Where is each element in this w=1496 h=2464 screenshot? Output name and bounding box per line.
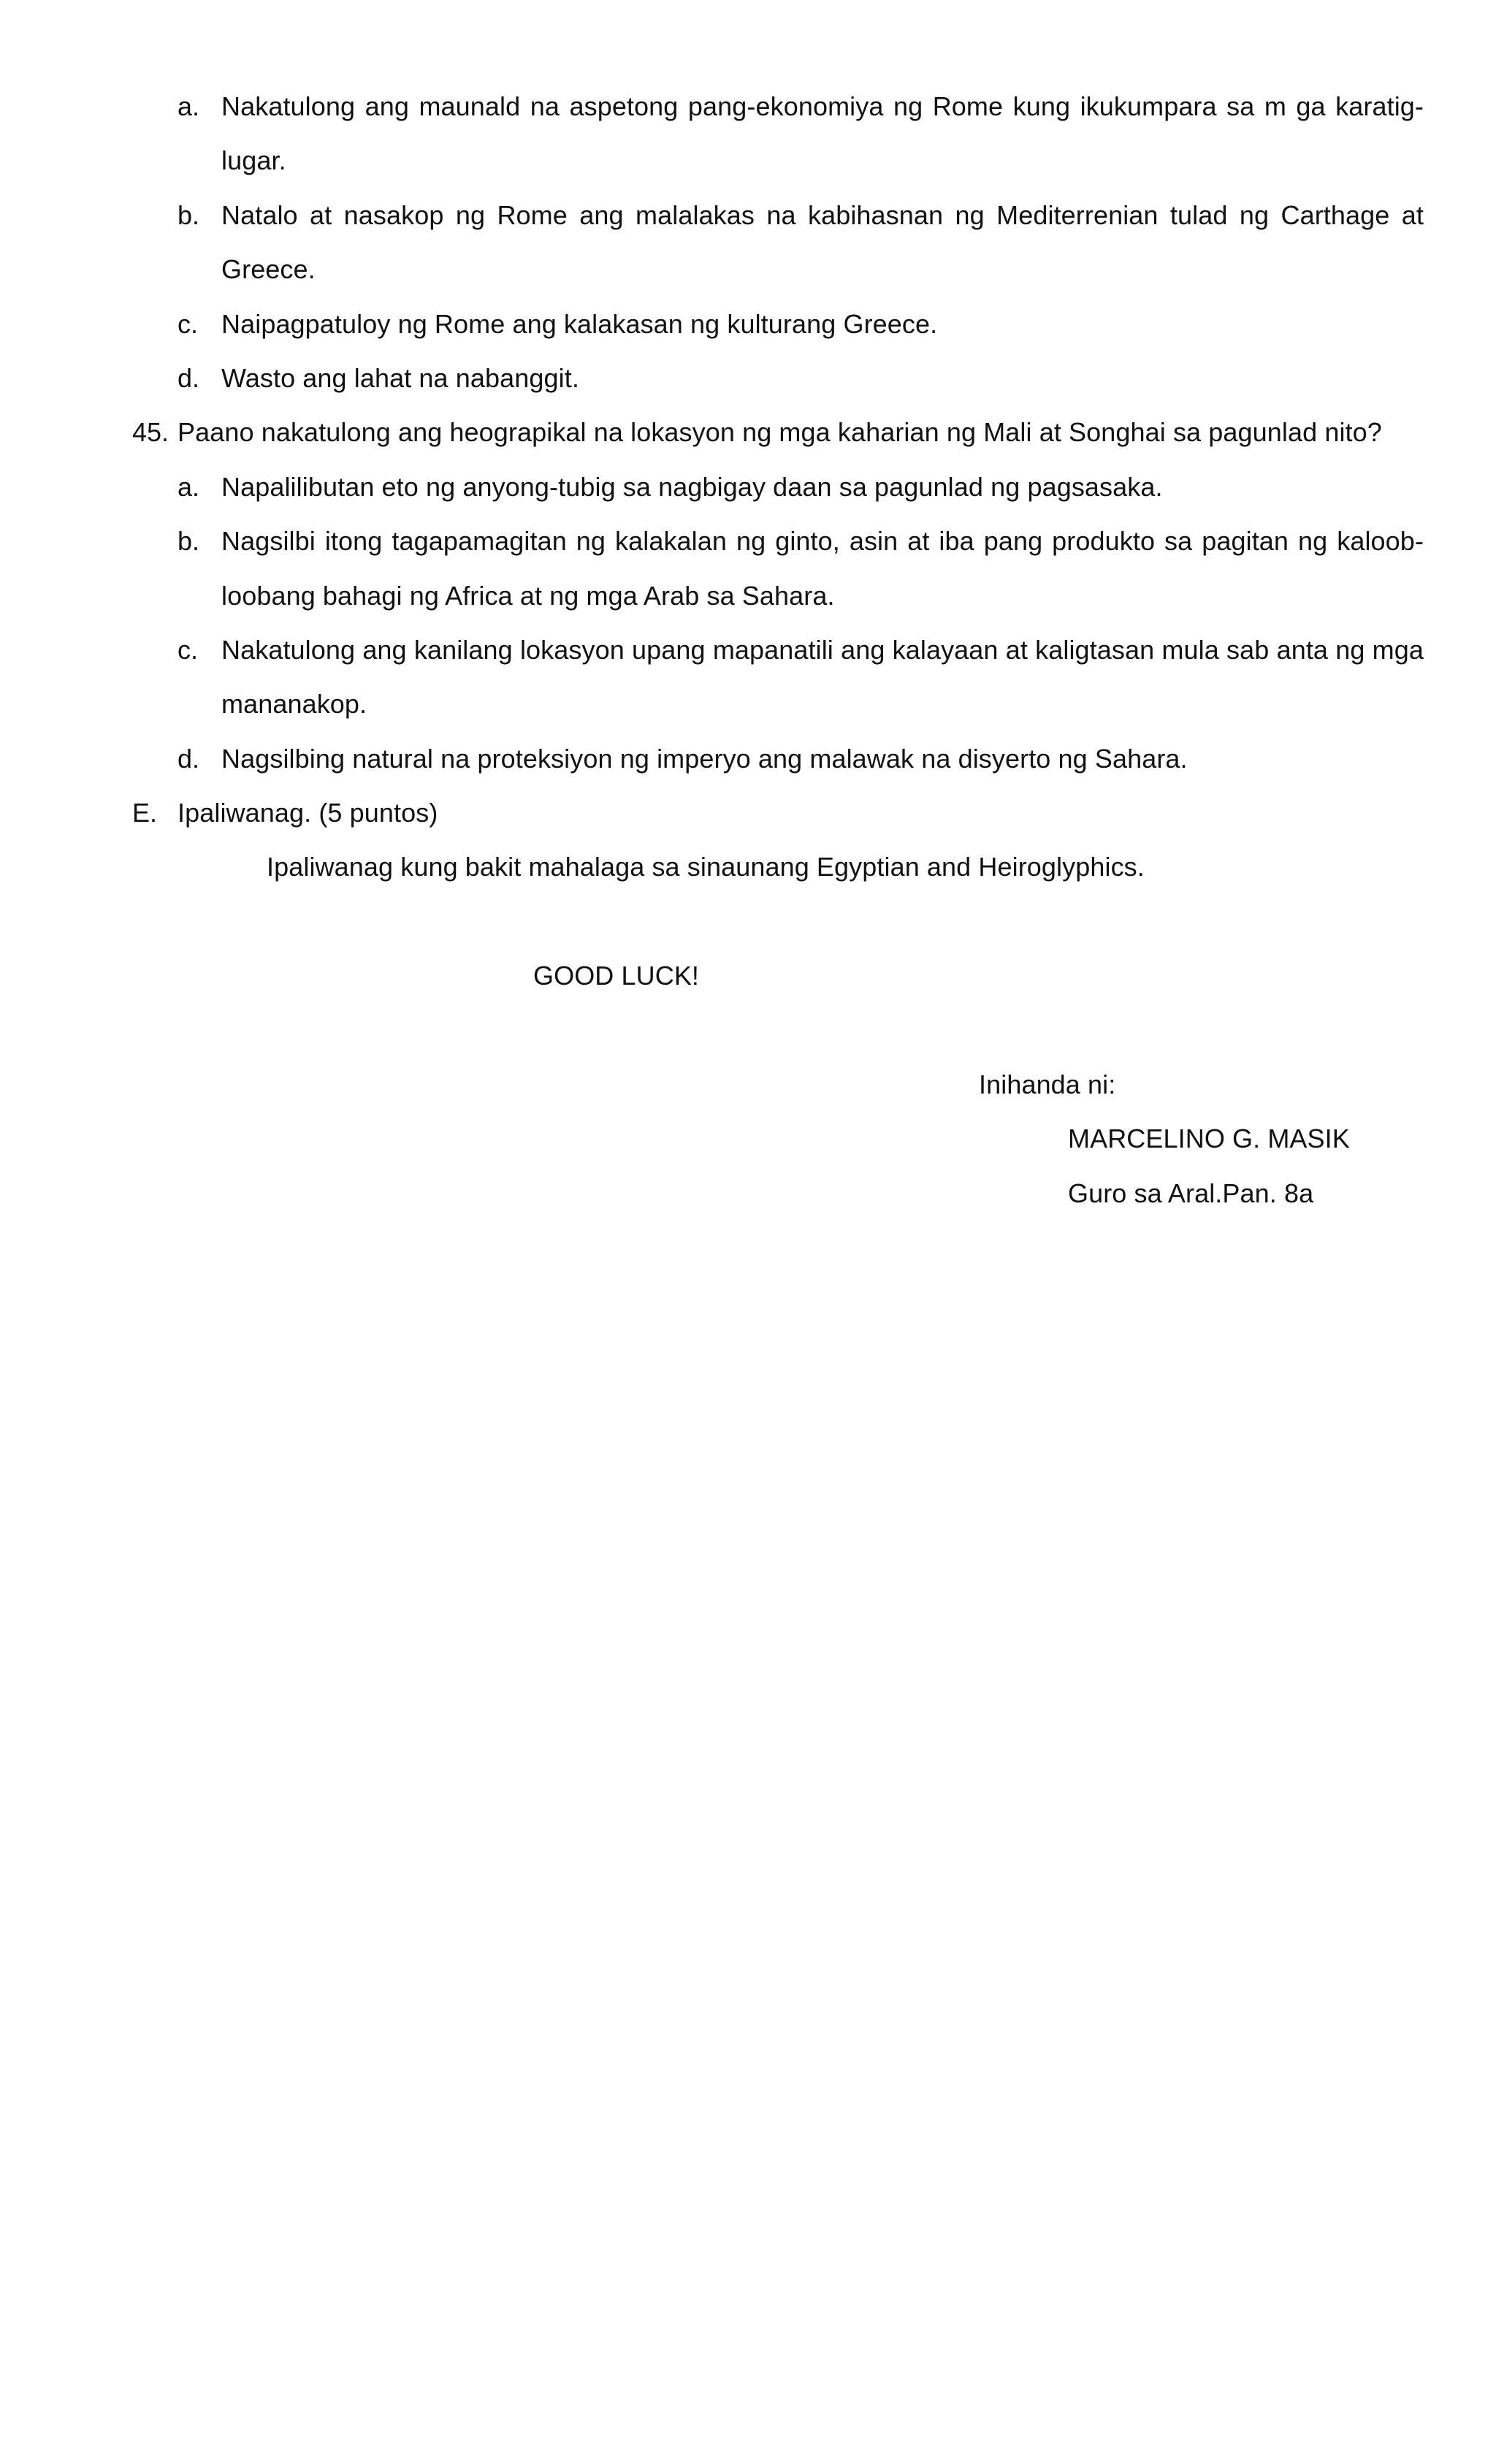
option-letter: c.: [178, 309, 199, 339]
good-luck-text: GOOD LUCK!: [533, 961, 700, 991]
prepared-by-label: Inihanda ni:: [979, 1069, 1116, 1099]
option-letter: c.: [178, 635, 199, 665]
option-text-line: Nagsilbing natural na proteksiyon ng imperyo ang malawak na disyerto ng Sahara.: [221, 744, 1188, 774]
teacher-name: MARCELINO G. MASIK: [1068, 1124, 1350, 1153]
option-text-line: Napalilibutan eto ng anyong-tubig sa nagbigay daan sa pagunlad ng pagsasaka.: [221, 472, 1163, 502]
option-text-line: Nagsilbi itong tagapamagitan ng kalakalan ng ginto, asin at iba pang produkto sa pagitan ng kaloob-: [221, 526, 1424, 556]
question-number: 45.: [132, 417, 169, 447]
question-text: Paano nakatulong ang heograpikal na lokasyon ng mga kaharian ng Mali at Songhai sa pagunlad nito?: [178, 417, 1382, 447]
option-letter: d.: [178, 744, 200, 774]
option-text-line: mananakop.: [221, 689, 367, 719]
option-text-line: Naipagpatuloy ng Rome ang kalakasan ng kulturang Greece.: [221, 309, 938, 339]
option-letter: d.: [178, 363, 200, 393]
option-text-line: Nakatulong ang kanilang lokasyon upang mapanatili ang kalayaan at kaligtasan mula sab anta ng mga: [221, 635, 1424, 665]
option-text-line: loobang bahagi ng Africa at ng mga Arab sa Sahara.: [221, 581, 835, 611]
option-text-line: Nakatulong ang maunald na aspetong pang-ekonomiya ng Rome kung ikukumpara sa m ga karatig-: [221, 91, 1424, 121]
section-letter: E.: [132, 798, 158, 828]
section-title: Ipaliwanag. (5 puntos): [178, 798, 438, 828]
option-letter: a.: [178, 91, 200, 121]
option-letter: b.: [178, 200, 200, 230]
teacher-role: Guro sa Aral.Pan. 8a: [1068, 1178, 1314, 1208]
option-letter: a.: [178, 472, 200, 502]
option-text-line: Wasto ang lahat na nabanggit.: [221, 363, 579, 393]
option-letter: b.: [178, 526, 200, 556]
option-text-line: lugar.: [221, 145, 286, 175]
option-text-line: Natalo at nasakop ng Rome ang malalakas na kabihasnan ng Mediterrenian tulad ng Carthage at: [221, 200, 1424, 230]
essay-prompt: Ipaliwanag kung bakit mahalaga sa sinaunang Egyptian and Heiroglyphics.: [267, 852, 1145, 882]
option-text-line: Greece.: [221, 254, 316, 284]
